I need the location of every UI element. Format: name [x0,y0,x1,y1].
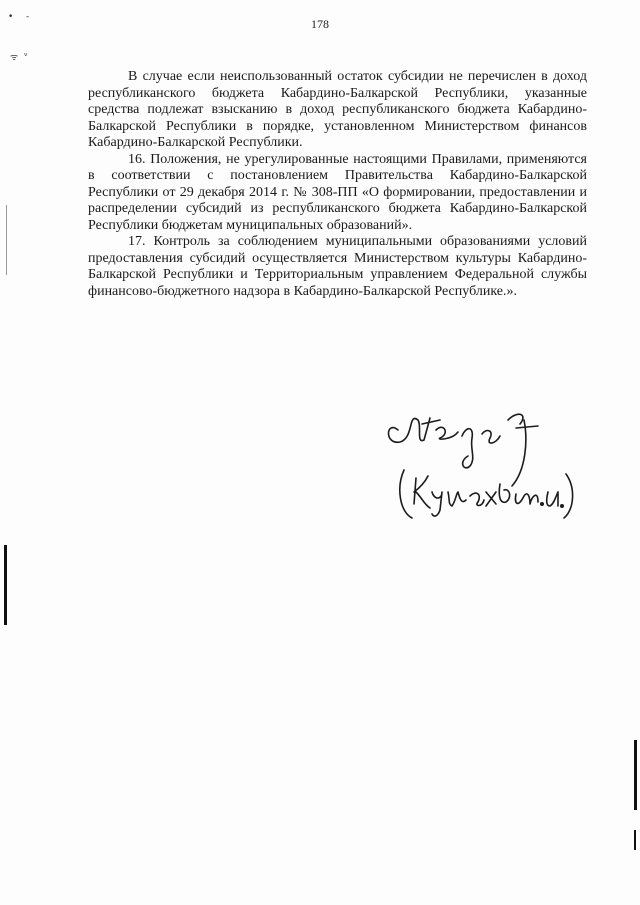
scan-mark-left-glyph: ᯤ [10,53,19,63]
scan-mark-left-edge [4,545,7,625]
scan-mark-left-edge-thin [6,205,7,275]
paragraph-16-provisions: 16. Положения, не урегулированные настоящими Правилами, применяются в соответствии с постановлением Правительства Кабардино-Балкарской Республики от 29 декабря 2014 г. № 308-ПП «О формировании, предоставлении и распределении субсидий из республиканского бюджета Кабардино-Балкарской Республики бюджетам муниципальных образований». [88,151,587,233]
scan-mark-top-left-2: - [26,12,30,22]
page-number: 178 [311,17,329,31]
paragraph-unused-subsidy: В случае если неиспользованный остаток субсидии не перечислен в доход республиканского бюджета Кабардино-Балкарской Республики, указанные средства подлежат взысканию в доход республиканского бюджета Кабардино-Балкарской Республики в порядке, установленном Министерством финансов Кабардино-Балкарской Республики. [88,69,587,150]
handwritten-signature [378,400,578,540]
scan-mark-left-glyph-2: ᵛ [24,52,28,62]
scan-mark-right-edge [634,740,637,810]
paragraph-17-control: 17. Контроль за соблюдением муниципальными образованиями условий предоставления субсидий осуществляется Министерством культуры Кабардино-Балкарской Республики и Территориальным управлением Федеральной службы финансово-бюджетного надзора в Кабардино-Балкарской Республике.». [88,234,587,299]
document-body [88,69,587,300]
scan-mark-top-left: • [8,12,14,22]
scan-mark-right-edge-2 [634,830,636,850]
